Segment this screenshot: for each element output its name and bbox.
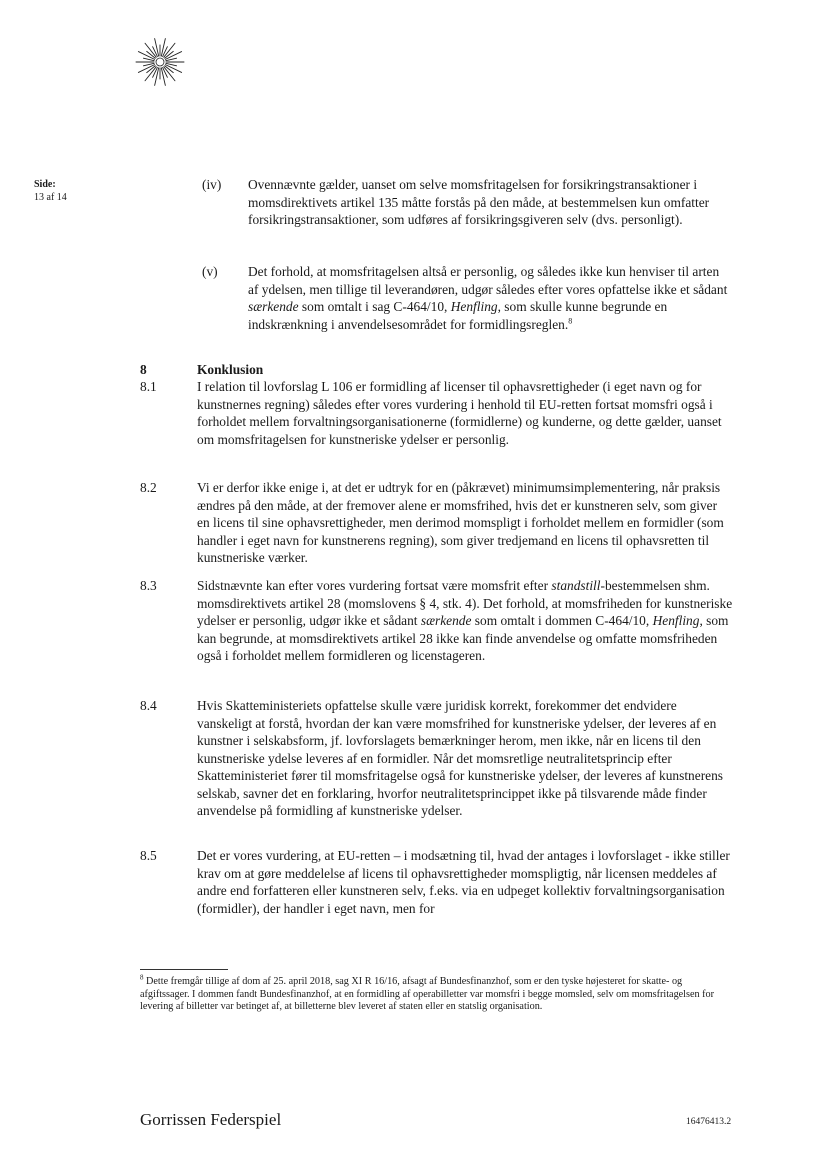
page-number: 13 af 14 — [34, 192, 67, 203]
list-item-number: (v) — [202, 264, 218, 279]
list-item-text: Ovennævnte gælder, uanset om selve momsfritagelsen for forsikringstransaktioner i momsdirektivets artikel 135 måtte forstås på den måde, at bestemmelsen kun omfatter forsikringstransaktioner, som udføres af forsikringsgiveren selv (dvs. personligt). — [248, 177, 710, 227]
document-number: 16476413.2 — [686, 1117, 732, 1127]
paragraph-number: 8.5 — [140, 848, 157, 863]
list-item-number: (iv) — [202, 177, 222, 192]
paragraph-number: 8.4 — [140, 698, 157, 713]
paragraph-text: I relation til lovforslag L 106 er formidling af licenser til ophavsrettigheder (i eget navn og for kunstnernes regning) således efter vores vurdering i henhold til EU-retten fortsat momsfri også i forholdet mellem forvaltningsorganisationerne (formidlerne) og kunderne, og dette gælder, uanset om momsfritagelsen for kunstneriske ydelser er personlig. — [197, 379, 722, 447]
paragraph-number: 8.1 — [140, 379, 157, 394]
footnote — [140, 973, 730, 1014]
section-title: Konklusion — [197, 362, 264, 377]
paragraph-text: Hvis Skatteministeriets opfattelse skulle være juridisk korrekt, forekommer det endvidere vanskeligt at forstå, hvordan der kan være momsfrihed for kunstneriske ydelser, der leveres af en kunstner i selskabsform, jf. lovforslagets bemærkninger herom, men ikke, når en licens til den kunstneriske ydelse leveres af en formidler. Når det momsretlige neutralitetsprincip efter Skatteministeriet fører til momsfritagelse også for kunstneriske ydelser, der leveres af kunstnerens selskab, savner det en forklaring, hvorfor neutralitetsprincippet ikke på tilsvarende måde finder anvendelse på formidling af kunstneriske ydelser. — [197, 698, 724, 818]
footer-brand: Gorrissen Federspiel — [140, 1110, 282, 1129]
paragraph-text: Vi er derfor ikke enige i, at det er udtryk for en (påkrævet) minimumsimplementering, når praksis ændres på den måde, at der fremover alene er momsfrihed, hvis det er kunstneren selv, som giver en licens til sine ophavsrettigheder, men derimod momspligt i forholdet mellem en formidler (som handler i eget navn for kunstnerens regning), som giver tredjemand en licens til ophavsretten til kunstneriske værker. — [197, 480, 724, 565]
footnote-reference[interactable]: 8 — [568, 316, 573, 326]
paragraph-text: Det er vores vurdering, at EU-retten – i modsætning til, hvad der antages i lovforslaget - ikke stiller krav om at gøre meddelelse af licens til ophavsrettigheder momspligtig, når licensen meddeles af andre end forfatteren eller kunstneren selv, f.eks. via en udpeget kollektiv forvaltningsorganisation (formidler), der handler i eget navn, men for — [197, 848, 730, 916]
footnote-text: Dette fremgår tillige af dom af 25. april 2018, sag XI R 16/16, afsagt af Bundesfinanzhof, som er den tyske højesteret for skatte- og afgiftssager. I dommen fandt Bundesfinanzhof, at en formidling af operabilletter var momsfri i begge momsled, selv om momsfritagelsen for levering af billetter var betinget af, at billetterne blev leveret af staten eller en statslig organisation. — [140, 976, 715, 1013]
footnote-divider — [140, 969, 228, 970]
side-label: Side: — [34, 179, 56, 190]
page-indicator — [34, 178, 67, 204]
paragraph-text: Sidstnævnte kan efter vores vurdering fortsat være momsfrit efter standstill-bestemmelsen shm. momsdirektivets artikel 28 (momslovens § 4, stk. 4). Det forhold, at momsfriheden for kunstneriske ydelser er personlig, udgør ikke et sådant særkende som omtalt i dommen C-464/10, Henfling, som kan begrunde, at momsdirektivets artikel 28 ikke kan finde anvendelse og omfatte momsfriheden også i forholdet mellem formidleren og licenstageren. — [197, 578, 733, 663]
footnote-number: 8 — [140, 973, 144, 982]
section-number: 8 — [140, 362, 147, 377]
paragraph-number: 8.2 — [140, 480, 157, 495]
paragraph-number: 8.3 — [140, 578, 157, 593]
gorrissen-federspiel-logo-icon — [134, 36, 186, 88]
list-item-text: Det forhold, at momsfritagelsen altså er personlig, og således ikke kun henviser til arten af ydelsen, men tillige til leverandøren, udgør således efter vores opfattelse ikke et sådant særkende som omtalt i sag C-464/10, Henfling, som skulle kunne begrunde en indskrænkning i anvendelsesområdet for formidlingsreglen.$^8$ — [248, 264, 728, 332]
